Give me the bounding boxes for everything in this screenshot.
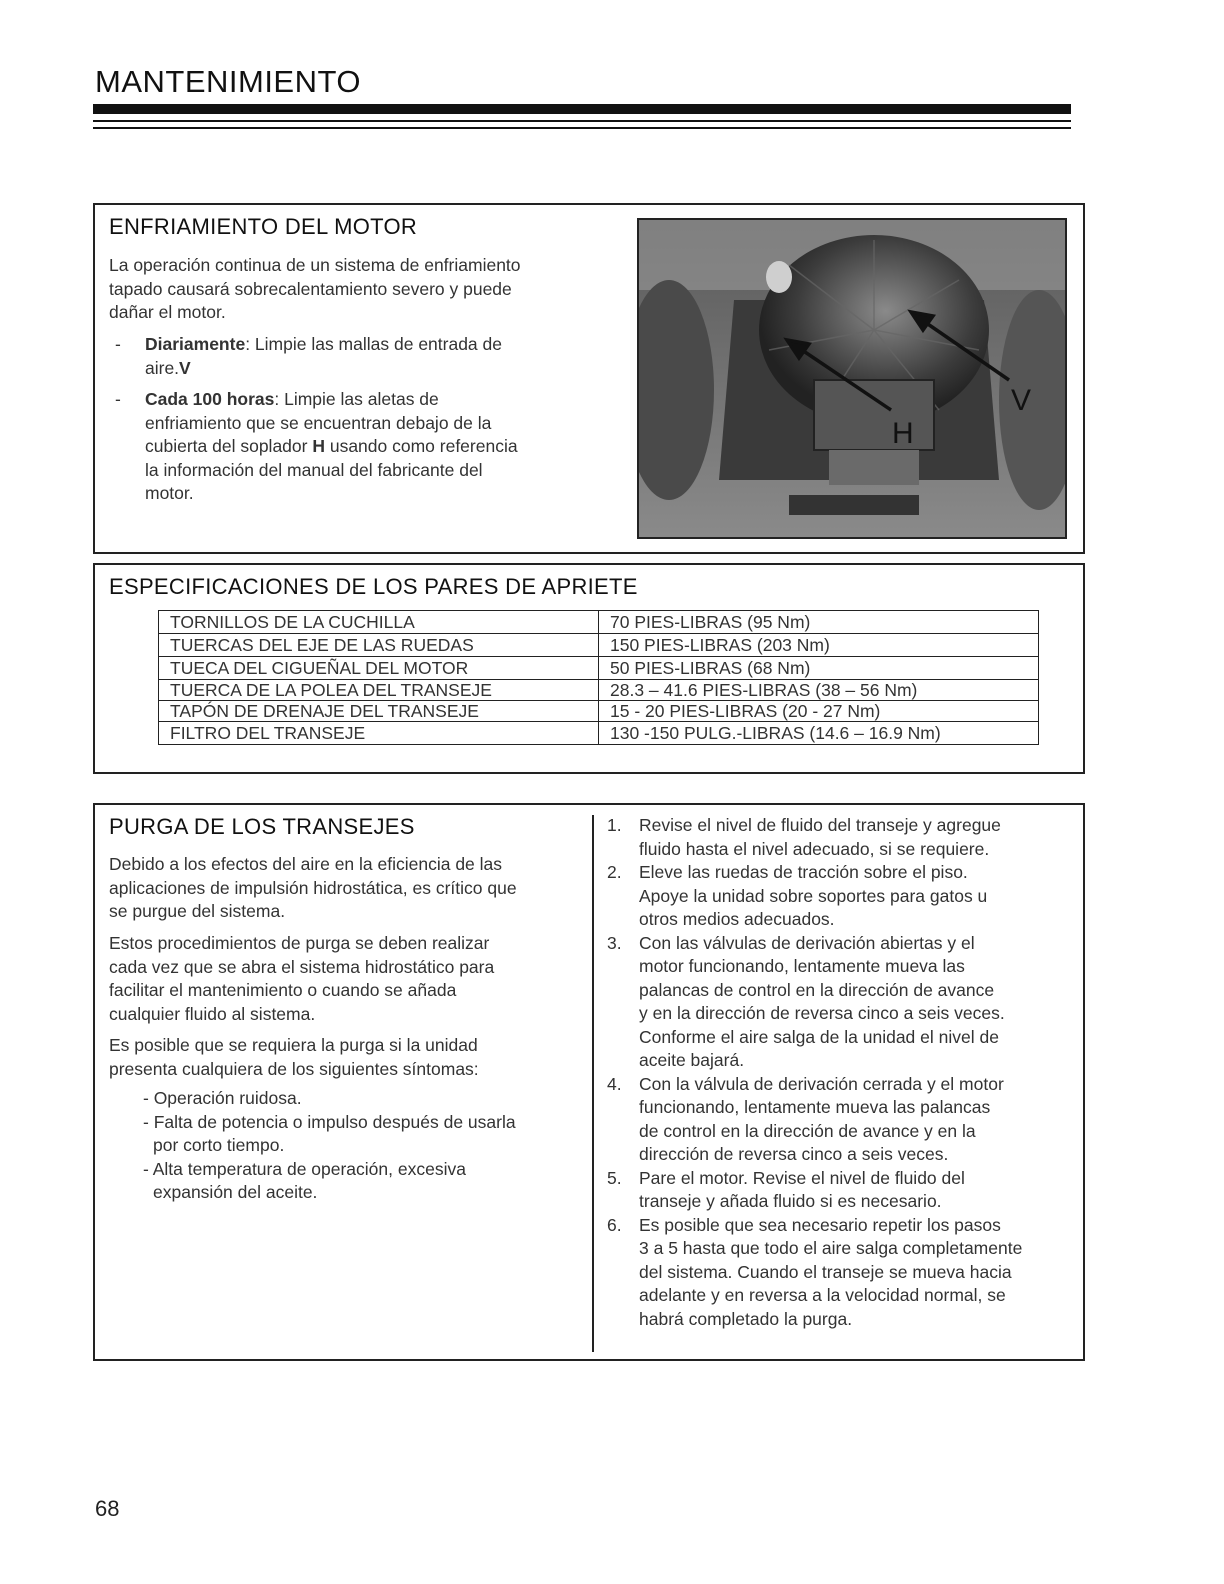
purge-steps (600, 814, 1080, 1331)
text-line: Es posible que se requiera la purga si la unidad (109, 1035, 478, 1055)
text-line: motor funcionando, lentamente mueva las (639, 956, 965, 976)
table-cell: TAPÓN DE DRENAJE DEL TRANSEJE (159, 701, 599, 722)
engine-cooling-section (93, 203, 1085, 554)
section-title: ESPECIFICACIONES DE LOS PARES DE APRIETE (109, 574, 638, 599)
photo-label-h: H (892, 417, 914, 450)
list-item (143, 1158, 516, 1205)
page-number: 68 (95, 1496, 120, 1521)
text-line: palancas de control en la dirección de avance (639, 979, 995, 1000)
text-line: La operación continua de un sistema de enfriamiento (109, 255, 521, 275)
torque-specs-section (93, 563, 1085, 774)
text-line: - Alta temperatura de operación, excesiva (143, 1158, 466, 1179)
text-line: facilitar el mantenimiento o cuando se añada (109, 980, 457, 1000)
text-line: Revise el nivel de fluido del transeje y agregue (639, 815, 1001, 835)
list-item (143, 1111, 516, 1158)
text-line: presenta cualquiera de los siguientes síntomas: (109, 1058, 479, 1079)
list-item (600, 861, 1080, 932)
text-line: aceite bajará. (639, 1050, 745, 1070)
photo-label-v: V (1011, 384, 1032, 417)
text-line: funcionando, lentamente mueva las palancas (639, 1097, 991, 1117)
engine-photo (637, 218, 1067, 539)
text-line: habrá completado la purga. (639, 1308, 853, 1329)
text-line: cubierta del soplador (145, 436, 313, 456)
text-line: tapado causará sobrecalentamiento severo y puede (109, 278, 512, 299)
step-number: 2. (607, 862, 622, 882)
text-line: Pare el motor. Revise el nivel de fluido del (639, 1167, 965, 1188)
text-line: transeje y añada fluido si es necesario. (639, 1191, 942, 1211)
hourly-bullet (115, 388, 518, 506)
header-rule-thin (93, 120, 1071, 122)
text-line: dirección de reversa cinco a seis veces. (639, 1144, 949, 1164)
table-cell: TUERCAS DEL EJE DE LAS RUEDAS (159, 634, 599, 657)
table-cell: 28.3 – 41.6 PIES-LIBRAS (38 – 56 Nm) (599, 680, 1039, 701)
table-cell: 50 PIES-LIBRAS (68 Nm) (599, 657, 1039, 680)
text-line: Con la válvula de derivación cerrada y el motor (639, 1073, 1004, 1094)
table-cell: FILTRO DEL TRANSEJE (159, 722, 599, 745)
list-item (600, 1073, 1080, 1167)
ref-letter: V (179, 357, 191, 378)
list-item (600, 814, 1080, 861)
table-cell: 15 - 20 PIES-LIBRAS (20 - 27 Nm) (599, 701, 1039, 722)
text-line: Conforme el aire salga de la unidad el nivel de (639, 1026, 999, 1047)
text-line: aire. (145, 357, 180, 378)
text-line: otros medios adecuados. (639, 909, 835, 929)
text-line: se purgue del sistema. (109, 901, 286, 921)
text-line: la información del manual del fabricante del (145, 459, 483, 480)
header-rule-thin (93, 127, 1071, 129)
text-line: cada vez que se abra el sistema hidrostático para (109, 956, 495, 977)
table-cell: TORNILLOS DE LA CUCHILLA (159, 611, 599, 634)
header-rule-thick (93, 104, 1071, 114)
step-number: 6. (607, 1214, 622, 1235)
text-line: - Operación ruidosa. (143, 1088, 302, 1108)
text-line: adelante y en reversa a la velocidad normal, se (639, 1285, 1006, 1305)
list-item (600, 932, 1080, 1073)
engine-illustration (639, 220, 1065, 537)
table-row (159, 680, 1039, 701)
table-cell: 70 PIES-LIBRAS (95 Nm) (599, 611, 1039, 634)
text-line: 3 a 5 hasta que todo el aire salga completamente (639, 1238, 1023, 1258)
text-line: : Limpie las mallas de entrada de (245, 334, 502, 354)
text-line: usando como referencia (324, 436, 518, 456)
step-number: 5. (607, 1167, 622, 1188)
table-cell: TUERCA DE LA POLEA DEL TRANSEJE (159, 680, 599, 701)
text-line: : Limpie las aletas de (274, 389, 439, 409)
text-line: expansión del aceite. (153, 1182, 318, 1202)
text-line: aplicaciones de impulsión hidrostática, es crítico que (109, 877, 517, 898)
table-cell: TUECA DEL CIGUEÑAL DEL MOTOR (159, 657, 599, 680)
table-cell: 130 -150 PULG.-LIBRAS (14.6 – 16.9 Nm) (599, 722, 1039, 745)
text-line: Apoye la unidad sobre soportes para gatos u (639, 885, 988, 906)
text-line: dañar el motor. (109, 302, 226, 322)
table-row (159, 722, 1039, 745)
text-line: motor. (145, 483, 194, 503)
bullet-dash: - (115, 389, 121, 409)
bullet-dash: - (115, 334, 121, 354)
bullet-label: Diariamente (145, 334, 246, 354)
column-divider (592, 815, 594, 1352)
section-title: PURGA DE LOS TRANSEJES (109, 814, 415, 839)
table-row (159, 611, 1039, 634)
page-title: MANTENIMIENTO (95, 64, 361, 99)
text-line: por corto tiempo. (153, 1135, 285, 1155)
text-line: y en la dirección de reversa cinco a seis veces. (639, 1003, 1005, 1023)
text-line: Es posible que sea necesario repetir los pasos (639, 1214, 1001, 1235)
list-item (600, 1214, 1080, 1332)
text-line: cualquier fluido al sistema. (109, 1003, 316, 1024)
text-line: fluido hasta el nivel adecuado, si se requiere. (639, 838, 990, 859)
purge-paragraph (109, 932, 494, 1026)
list-item (143, 1087, 516, 1111)
text-line: Debido a los efectos del aire en la eficiencia de las (109, 854, 503, 874)
text-line: de control en la dirección de avance y en la (639, 1120, 976, 1141)
purge-paragraph (109, 1034, 479, 1081)
table-row (159, 634, 1039, 657)
bullet-label: Cada 100 horas (145, 389, 275, 409)
list-item (600, 1167, 1080, 1214)
text-line: del sistema. Cuando el transeje se mueva hacia (639, 1261, 1012, 1282)
table-row (159, 701, 1039, 722)
purge-paragraph (109, 853, 517, 924)
step-number: 4. (607, 1073, 622, 1094)
ref-letter: H (312, 436, 325, 456)
section-title: ENFRIAMIENTO DEL MOTOR (109, 214, 418, 239)
table-row (159, 657, 1039, 680)
daily-bullet (115, 333, 502, 380)
step-number: 1. (607, 815, 622, 835)
torque-table (158, 610, 1039, 745)
transaxle-purge-section (93, 803, 1085, 1361)
symptom-list (143, 1087, 516, 1205)
text-line: enfriamiento que se encuentran debajo de la (145, 412, 492, 433)
step-number: 3. (607, 932, 622, 953)
table-cell: 150 PIES-LIBRAS (203 Nm) (599, 634, 1039, 657)
text-line: Con las válvulas de derivación abiertas y el (639, 932, 975, 953)
text-line: Eleve las ruedas de tracción sobre el piso. (639, 862, 968, 882)
text-line: - Falta de potencia o impulso después de usarla (143, 1111, 516, 1132)
cooling-intro (109, 254, 521, 325)
text-line: Estos procedimientos de purga se deben realizar (109, 933, 490, 953)
